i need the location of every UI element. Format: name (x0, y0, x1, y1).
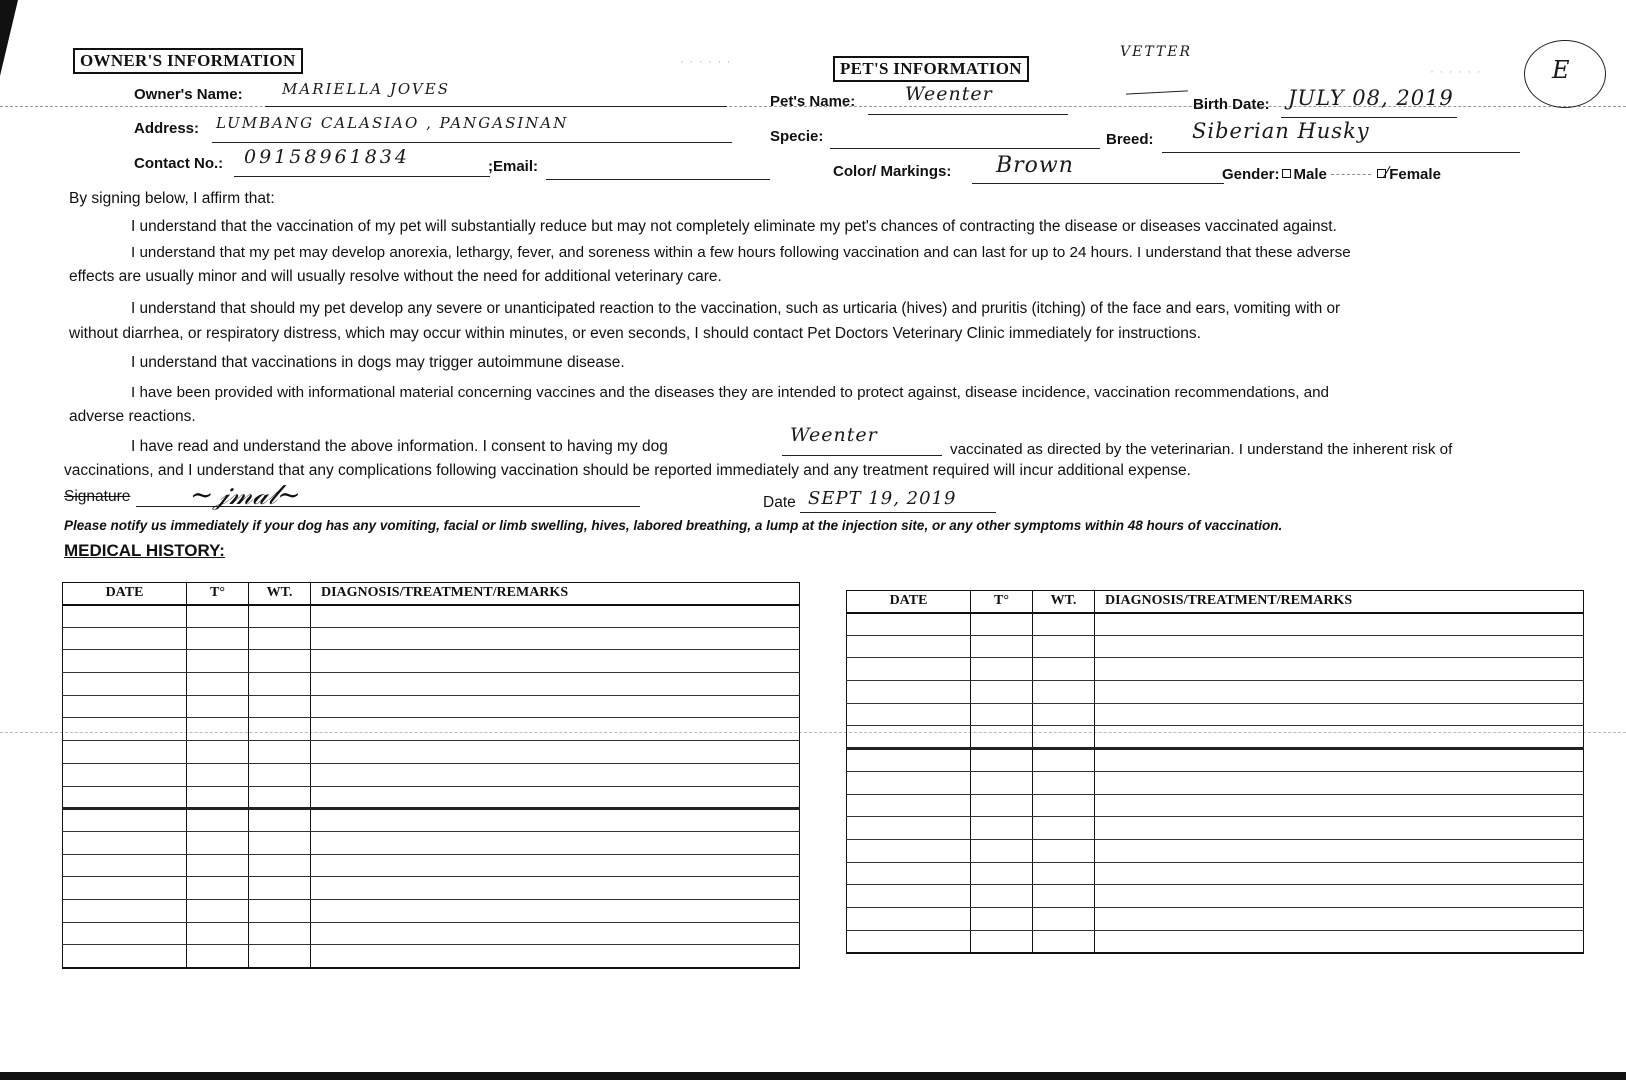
table-row (63, 763, 800, 786)
affirm-paragraph-3-cont: without diarrhea, or respiratory distress, which may occur within minutes, or even seconds, I should contact Pet Doctors Veterinary Clinic immediately for instructions. (69, 325, 1201, 342)
diagnosis-cell[interactable] (1095, 794, 1584, 817)
date-cell[interactable] (847, 703, 971, 726)
weight-cell[interactable] (249, 673, 311, 696)
diagnosis-cell[interactable] (1095, 681, 1584, 704)
notice-text: Please notify us immediately if your dog has any vomiting, facial or limb swelling, hives, labored breathing, a lump at the injection site, or any other symptoms within 48 hours of vaccination. (64, 518, 1283, 533)
table-row (847, 930, 1584, 953)
temp-cell[interactable] (971, 817, 1033, 840)
weight-cell[interactable] (249, 854, 311, 877)
email-label: ;Email: (488, 158, 539, 175)
date-field[interactable]: SEPT 19, 2019 (808, 488, 957, 509)
birth-date-label: Birth Date: (1193, 96, 1270, 113)
table-row (847, 794, 1584, 817)
table-row (63, 627, 800, 650)
weight-cell[interactable] (1033, 681, 1095, 704)
diagnosis-cell[interactable] (1095, 930, 1584, 953)
temp-cell[interactable] (971, 658, 1033, 681)
weight-cell[interactable] (249, 877, 311, 900)
vetter-handwritten-note: VETTER (1120, 44, 1193, 60)
date-cell[interactable] (847, 862, 971, 885)
male-option-label: Male (1293, 166, 1327, 183)
temp-cell[interactable] (971, 726, 1033, 749)
diagnosis-cell[interactable] (1095, 635, 1584, 658)
pet-name-line (868, 114, 1068, 115)
diagnosis-cell[interactable] (311, 673, 800, 696)
col-temp-header: T° (971, 591, 1033, 613)
temp-cell[interactable] (187, 673, 249, 696)
affirm-paragraph-2: I understand that my pet may develop anorexia, lethargy, fever, and soreness within a few hours following vaccination and can last for up to 24 hours. I understand that these adverse (131, 244, 1351, 261)
scan-bottom-edge (0, 1072, 1626, 1080)
temp-cell[interactable] (971, 635, 1033, 658)
diagnosis-cell[interactable] (311, 627, 800, 650)
temp-cell[interactable] (187, 763, 249, 786)
weight-cell[interactable] (1033, 794, 1095, 817)
diagnosis-cell[interactable] (311, 718, 800, 741)
diagnosis-cell[interactable] (1095, 907, 1584, 930)
temp-cell[interactable] (971, 839, 1033, 862)
weight-cell[interactable] (1033, 726, 1095, 749)
diagnosis-cell[interactable] (311, 854, 800, 877)
temp-cell[interactable] (971, 885, 1033, 908)
weight-cell[interactable] (1033, 862, 1095, 885)
diagnosis-cell[interactable] (311, 831, 800, 854)
weight-cell[interactable] (1033, 613, 1095, 636)
birth-date-field[interactable]: JULY 08, 2019 (1288, 86, 1454, 110)
date-cell[interactable] (63, 627, 187, 650)
date-cell[interactable] (63, 763, 187, 786)
temp-cell[interactable] (187, 877, 249, 900)
circled-mark-letter: E (1552, 56, 1571, 84)
date-cell[interactable] (847, 907, 971, 930)
date-cell[interactable] (63, 695, 187, 718)
table-row (847, 862, 1584, 885)
temp-cell[interactable] (187, 945, 249, 968)
table-row (63, 718, 800, 741)
diagnosis-cell[interactable] (311, 945, 800, 968)
diagnosis-cell[interactable] (311, 605, 800, 628)
specie-label: Specie: (770, 128, 824, 145)
breed-label: Breed: (1106, 131, 1154, 148)
table-row (63, 922, 800, 945)
date-cell[interactable] (847, 613, 971, 636)
date-cell[interactable] (847, 635, 971, 658)
date-cell[interactable] (847, 839, 971, 862)
col-diagnosis-header: DIAGNOSIS/TREATMENT/REMARKS (1095, 591, 1584, 613)
date-cell[interactable] (63, 650, 187, 673)
temp-cell[interactable] (971, 681, 1033, 704)
table-row (63, 786, 800, 809)
temp-cell[interactable] (187, 718, 249, 741)
temp-cell[interactable] (971, 907, 1033, 930)
weight-cell[interactable] (249, 763, 311, 786)
color-markings-line (972, 183, 1224, 184)
temp-cell[interactable] (187, 627, 249, 650)
temp-cell[interactable] (187, 650, 249, 673)
col-diagnosis-header: DIAGNOSIS/TREATMENT/REMARKS (311, 583, 800, 605)
contact-label: Contact No.: (134, 155, 224, 172)
table-row (847, 907, 1584, 930)
owner-info-header: OWNER'S INFORMATION (73, 48, 303, 74)
affirm-intro: By signing below, I affirm that: (69, 190, 275, 207)
address-line (212, 142, 732, 143)
date-cell[interactable] (847, 658, 971, 681)
pet-info-header: PET'S INFORMATION (833, 56, 1029, 82)
diagnosis-cell[interactable] (1095, 726, 1584, 749)
date-cell[interactable] (63, 854, 187, 877)
weight-cell[interactable] (249, 831, 311, 854)
table-row (63, 809, 800, 832)
affirm-paragraph-4: I understand that vaccinations in dogs may trigger autoimmune disease. (131, 354, 625, 371)
date-cell[interactable] (847, 749, 971, 772)
diagnosis-cell[interactable] (1095, 839, 1584, 862)
table-row (63, 831, 800, 854)
affirm-paragraph-5-cont: adverse reactions. (69, 408, 196, 425)
diagnosis-cell[interactable] (311, 899, 800, 922)
weight-cell[interactable] (1033, 930, 1095, 953)
table-row (63, 899, 800, 922)
table-row (63, 945, 800, 968)
affirm-paragraph-2-cont: effects are usually minor and will usually resolve without the need for additional veterinary care. (69, 268, 722, 285)
table-row (847, 658, 1584, 681)
table-row (847, 839, 1584, 862)
temp-cell[interactable] (187, 831, 249, 854)
weight-cell[interactable] (249, 945, 311, 968)
diagnosis-cell[interactable] (311, 922, 800, 945)
specie-line (830, 148, 1100, 149)
temp-cell[interactable] (187, 922, 249, 945)
weight-cell[interactable] (249, 650, 311, 673)
table-row (63, 695, 800, 718)
date-label: Date (763, 494, 796, 511)
weight-cell[interactable] (249, 718, 311, 741)
date-cell[interactable] (847, 726, 971, 749)
date-cell[interactable] (63, 673, 187, 696)
color-markings-field[interactable]: Brown (996, 153, 1074, 178)
affirm-paragraph-3: I understand that should my pet develop any severe or unanticipated reaction to the vaccination, such as urticaria (hives) and pruritis (itching) of the face and ears, vomiting with or (131, 300, 1341, 317)
birth-date-line (1281, 117, 1457, 118)
date-cell[interactable] (63, 831, 187, 854)
weight-cell[interactable] (249, 605, 311, 628)
col-temp-header: T° (187, 583, 249, 605)
scan-corner-mark (0, 0, 18, 76)
diagnosis-cell[interactable] (1095, 862, 1584, 885)
temp-cell[interactable] (187, 854, 249, 877)
affirm-paragraph-6-cont: vaccinations, and I understand that any complications following vaccination should be reported immediately and any treatment required will incur additional expense. (64, 462, 1191, 479)
weight-cell[interactable] (1033, 907, 1095, 930)
table-row (847, 726, 1584, 749)
table-row (847, 681, 1584, 704)
diagnosis-cell[interactable] (311, 650, 800, 673)
col-date-header: DATE (63, 583, 187, 605)
owner-name-line (265, 106, 727, 107)
weight-cell[interactable] (1033, 771, 1095, 794)
table-row (847, 703, 1584, 726)
diagnosis-cell[interactable] (311, 695, 800, 718)
date-cell[interactable] (63, 809, 187, 832)
table-row (63, 854, 800, 877)
table-row (847, 613, 1584, 636)
temp-cell[interactable] (187, 899, 249, 922)
table-row (847, 817, 1584, 840)
date-cell[interactable] (63, 741, 187, 764)
temp-cell[interactable] (971, 771, 1033, 794)
table-row (63, 877, 800, 900)
temp-cell[interactable] (971, 613, 1033, 636)
date-cell[interactable] (63, 899, 187, 922)
date-cell[interactable] (63, 877, 187, 900)
date-cell[interactable] (847, 771, 971, 794)
diagnosis-cell[interactable] (311, 741, 800, 764)
date-line (800, 512, 996, 513)
gender-separator (1331, 174, 1371, 175)
female-option-label: Female (1389, 166, 1441, 183)
diagnosis-cell[interactable] (311, 877, 800, 900)
date-cell[interactable] (63, 922, 187, 945)
date-cell[interactable] (63, 718, 187, 741)
email-line (546, 179, 770, 180)
affirm-paragraph-5: I have been provided with informational material concerning vaccines and the diseases they are intended to protect against, disease incidence, vaccination recommendations, and (131, 384, 1329, 401)
consent-dog-line (782, 455, 942, 456)
weight-cell[interactable] (1033, 635, 1095, 658)
table-row (847, 635, 1584, 658)
date-cell[interactable] (847, 681, 971, 704)
temp-cell[interactable] (187, 741, 249, 764)
date-cell[interactable] (847, 817, 971, 840)
table-row (847, 749, 1584, 772)
date-cell[interactable] (63, 605, 187, 628)
table-row (847, 771, 1584, 794)
diagnosis-cell[interactable] (1095, 658, 1584, 681)
consent-dog-name-field[interactable]: Weenter (790, 424, 878, 446)
weight-cell[interactable] (249, 786, 311, 809)
weight-cell[interactable] (249, 695, 311, 718)
date-cell[interactable] (847, 930, 971, 953)
table-row (63, 650, 800, 673)
diagnosis-cell[interactable] (311, 763, 800, 786)
table-row (63, 673, 800, 696)
weight-cell[interactable] (249, 741, 311, 764)
diagnosis-cell[interactable] (1095, 749, 1584, 772)
temp-cell[interactable] (187, 809, 249, 832)
affirm-paragraph-1: I understand that the vaccination of my pet will substantially reduce but may not completely eliminate my pet's chances of contracting the disease or diseases vaccinated against. (131, 218, 1337, 235)
col-weight-header: WT. (249, 583, 311, 605)
date-cell[interactable] (847, 885, 971, 908)
color-markings-label: Color/ Markings: (833, 163, 952, 180)
diagnosis-cell[interactable] (1095, 613, 1584, 636)
temp-cell[interactable] (971, 703, 1033, 726)
scan-ghost-text: · · · · · · (680, 54, 732, 68)
temp-cell[interactable] (187, 605, 249, 628)
diagnosis-cell[interactable] (1095, 817, 1584, 840)
weight-cell[interactable] (1033, 839, 1095, 862)
diagnosis-cell[interactable] (311, 809, 800, 832)
diagnosis-cell[interactable] (1095, 885, 1584, 908)
diagnosis-cell[interactable] (1095, 771, 1584, 794)
medical-history-title: MEDICAL HISTORY: (64, 541, 225, 560)
scan-ghost-text: · · · · · · (1430, 64, 1482, 78)
breed-field[interactable]: Siberian Husky (1192, 119, 1370, 143)
weight-cell[interactable] (249, 922, 311, 945)
contact-line (234, 176, 490, 177)
weight-cell[interactable] (1033, 658, 1095, 681)
weight-cell[interactable] (1033, 703, 1095, 726)
affirm-paragraph-6: I have read and understand the above information. I consent to having my dog (131, 438, 668, 455)
address-field[interactable]: LUMBANG CALASIAO , PANGASINAN (216, 114, 569, 132)
table-row (63, 605, 800, 628)
weight-cell[interactable] (249, 809, 311, 832)
pet-name-field[interactable]: Weenter (905, 83, 993, 105)
temp-cell[interactable] (971, 930, 1033, 953)
diagnosis-cell[interactable] (1095, 703, 1584, 726)
diagnosis-cell[interactable] (311, 786, 800, 809)
temp-cell[interactable] (971, 749, 1033, 772)
temp-cell[interactable] (187, 695, 249, 718)
temp-cell[interactable] (971, 794, 1033, 817)
table-row (63, 741, 800, 764)
weight-cell[interactable] (249, 899, 311, 922)
col-weight-header: WT. (1033, 591, 1095, 613)
date-cell[interactable] (847, 794, 971, 817)
weight-cell[interactable] (249, 627, 311, 650)
owner-name-label: Owner's Name: (134, 86, 243, 103)
col-date-header: DATE (847, 591, 971, 613)
vetter-underline (1126, 90, 1188, 94)
affirm-paragraph-6-post: vaccinated as directed by the veterinarian. I understand the inherent risk of (950, 441, 1453, 458)
weight-cell[interactable] (1033, 817, 1095, 840)
table-row (847, 885, 1584, 908)
handwritten-signature: ~𝒿𝓂𝒶𝓁~ (190, 478, 301, 511)
date-cell[interactable] (63, 786, 187, 809)
owner-name-field[interactable]: MARIELLA JOVES (282, 80, 450, 98)
gender-label: Gender: (1222, 166, 1280, 183)
pet-name-label: Pet's Name: (770, 93, 856, 110)
contact-field[interactable]: 09158961834 (244, 146, 410, 168)
medical-history-table-right (846, 590, 1584, 954)
gender-group (1222, 166, 1441, 183)
male-checkbox[interactable] (1282, 169, 1291, 178)
weight-cell[interactable] (1033, 885, 1095, 908)
temp-cell[interactable] (187, 786, 249, 809)
signature-label: Signature (64, 488, 131, 505)
address-label: Address: (134, 120, 200, 137)
breed-line (1162, 152, 1520, 153)
date-cell[interactable] (63, 945, 187, 968)
medical-history-table-left (62, 582, 800, 969)
female-checkbox[interactable] (1377, 169, 1386, 178)
weight-cell[interactable] (1033, 749, 1095, 772)
temp-cell[interactable] (971, 862, 1033, 885)
